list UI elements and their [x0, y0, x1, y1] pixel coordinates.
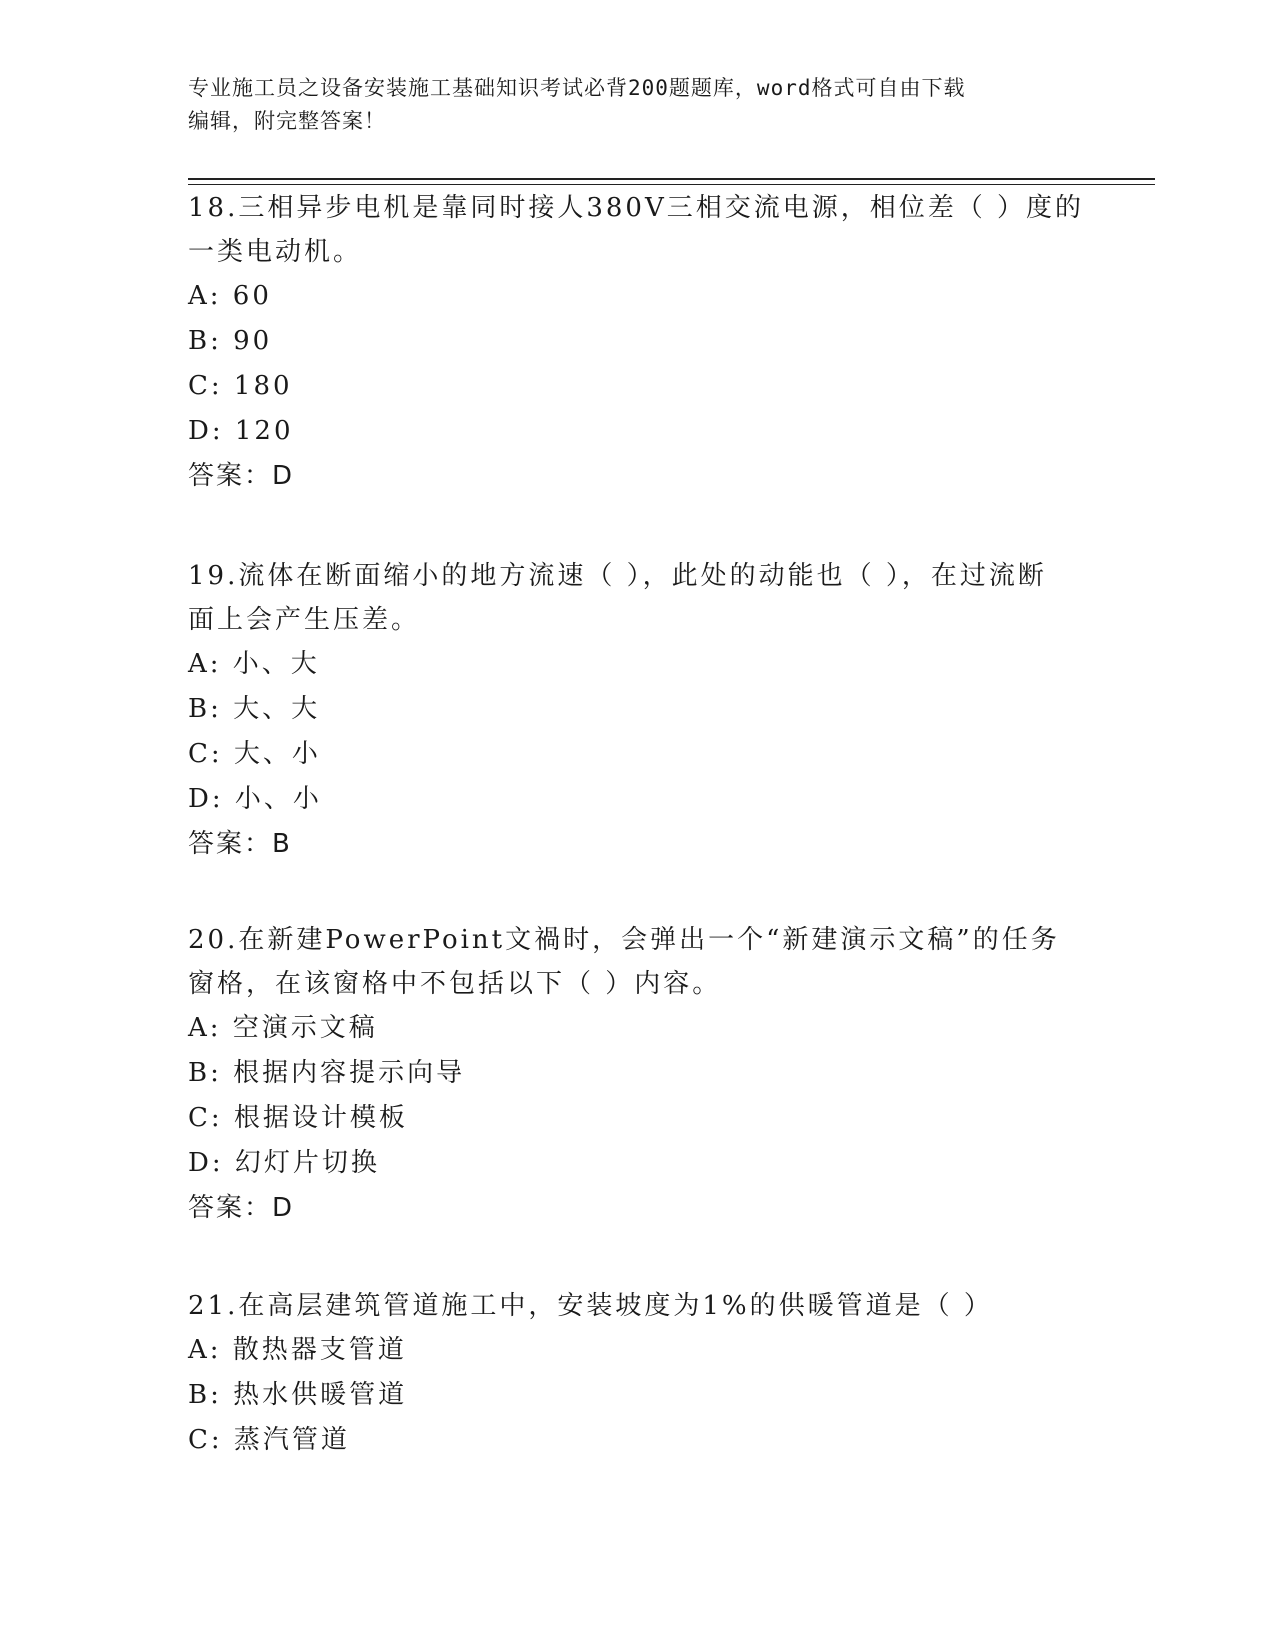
answer: 答案：D: [188, 1193, 295, 1223]
option-c: C: 大、小: [188, 739, 321, 769]
option-b: B: 根据内容提示向导: [188, 1058, 466, 1088]
header-line-2: 编辑，附完整答案！: [188, 109, 386, 133]
option-c: C: 根据设计模板: [188, 1103, 408, 1133]
option-c: C: 180: [188, 371, 293, 401]
question-21: [188, 1284, 1088, 1463]
question-text: 20.在新建PowerPoint文禍时，会弹出一个“新建演示文稿”的任务: [188, 925, 1060, 955]
option-a: A: 60: [188, 281, 272, 311]
question-text-cont: 窗格，在该窗格中不包括以下（ ）内容。: [188, 969, 722, 999]
header-rule-thin: [188, 184, 1155, 185]
option-c: C: 蒸汽管道: [188, 1425, 350, 1455]
option-b: B: 90: [188, 326, 273, 356]
document-header: [188, 72, 1088, 138]
answer: 答案：D: [188, 461, 295, 491]
answer: 答案：B: [188, 829, 292, 859]
question-18: [188, 186, 1088, 499]
question-text-cont: 面上会产生压差。: [188, 605, 421, 635]
question-text-cont: 一类电动机。: [188, 237, 363, 267]
option-d: D: 幻灯片切换: [188, 1148, 380, 1178]
question-19: [188, 554, 1088, 867]
question-20: [188, 918, 1088, 1231]
option-b: B: 热水供暖管道: [188, 1380, 408, 1410]
question-text: 19.流体在断面缩小的地方流速（ ），此处的动能也（ ），在过流断: [188, 561, 1047, 591]
option-a: A: 空演示文稿: [188, 1013, 378, 1043]
option-d: D: 小、小: [188, 784, 322, 814]
header-line-1: 专业施工员之设备安装施工基础知识考试必背200题题库，word格式可自由下载: [188, 76, 966, 100]
option-b: B: 大、大: [188, 694, 321, 724]
header-rule-thick: [188, 178, 1155, 180]
option-d: D: 120: [188, 416, 294, 446]
option-a: A: 小、大: [188, 649, 320, 679]
question-text: 18.三相异步电机是靠同时接人380V三相交流电源，相位差（ ）度的: [188, 193, 1085, 223]
option-a: A: 散热器支管道: [188, 1335, 407, 1365]
question-text: 21.在高层建筑管道施工中，安装坡度为1%的供暖管道是（ ）: [188, 1291, 993, 1321]
